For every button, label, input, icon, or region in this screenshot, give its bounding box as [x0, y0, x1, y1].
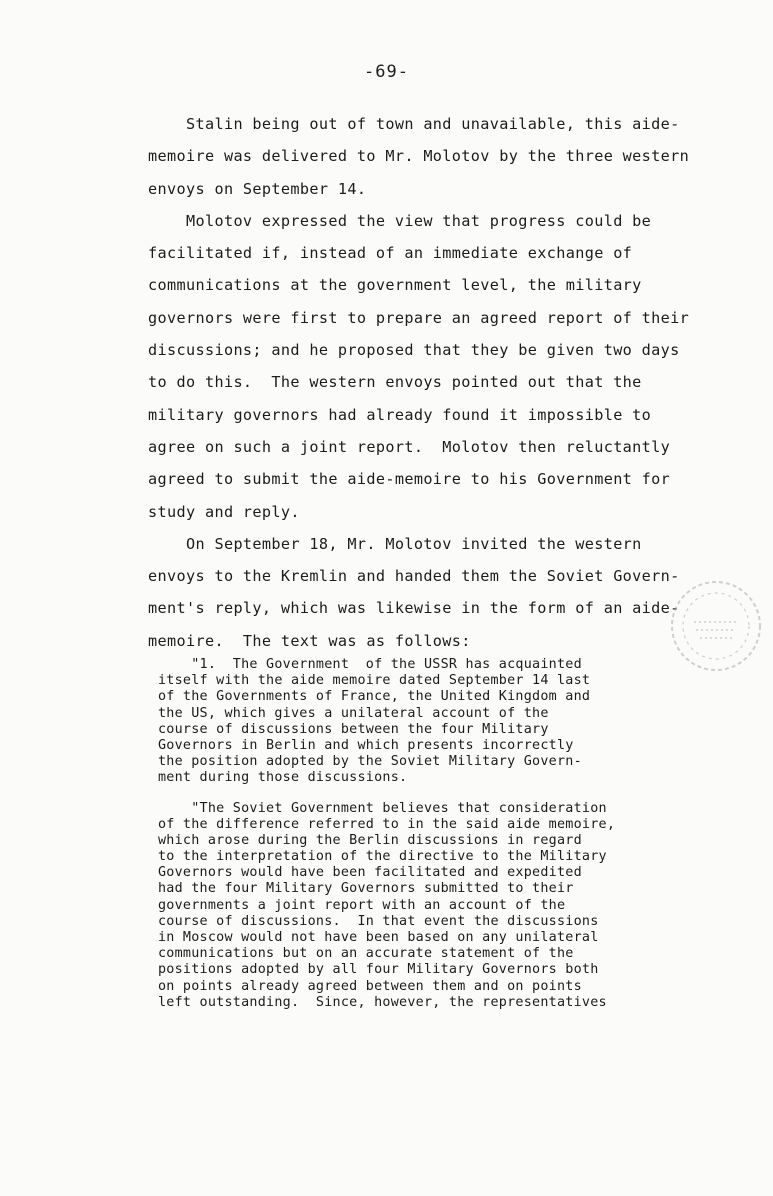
quote-line: "1. The Government of the USSR has acquainted: [158, 657, 582, 672]
text-line: agreed to submit the aide-memoire to his Government for: [148, 470, 671, 489]
text-line: Molotov expressed the view that progress could be: [148, 211, 652, 230]
page-number: -69-: [364, 62, 409, 82]
text-line: envoys on September 14.: [148, 179, 367, 198]
text-line: ment's reply, which was likewise in the form of an aide-: [148, 599, 680, 618]
text-line: military governors had already found it impossible to: [148, 405, 652, 424]
text-line: Stalin being out of town and unavailable, this aide-: [148, 115, 680, 133]
text-line: to do this. The western envoys pointed out that the: [148, 373, 642, 392]
text-line: discussions; and he proposed that they be given two days: [148, 341, 680, 360]
paragraph-1: [148, 108, 748, 205]
quote-paragraph-2: [158, 801, 748, 1011]
paragraph-2: [148, 205, 748, 528]
quote-line: had the four Military Governors submitted to their: [158, 881, 574, 897]
text-line: facilitated if, instead of an immediate exchange of: [148, 244, 633, 263]
quote-line: positions adopted by all four Military Governors both: [158, 962, 599, 978]
block-quote: [158, 657, 748, 1011]
paragraph-gap: [158, 787, 748, 801]
quote-line: to the interpretation of the directive to the Military: [158, 849, 607, 865]
text-line: communications at the government level, the military: [148, 276, 642, 295]
text-line: study and reply.: [148, 502, 300, 521]
text-line: On September 18, Mr. Molotov invited the western: [148, 534, 642, 553]
quote-line: the position adopted by the Soviet Military Govern-: [158, 754, 582, 770]
paragraph-3: [148, 528, 748, 657]
text-line: envoys to the Kremlin and handed them the Soviet Govern-: [148, 567, 680, 586]
quote-line: itself with the aide memoire dated September 14 last: [158, 673, 591, 689]
quote-line: Governors in Berlin and which presents incorrectly: [158, 737, 574, 753]
quote-line: of the difference referred to in the said aide memoire,: [158, 816, 616, 832]
text-line: governors were first to prepare an agreed report of their: [148, 308, 690, 327]
quote-line: governments a joint report with an account of the: [158, 897, 566, 913]
quote-paragraph-1: [158, 657, 748, 787]
quote-line: which arose during the Berlin discussions in regard: [158, 832, 582, 848]
quote-line: Governors would have been facilitated and expedited: [158, 865, 582, 881]
quote-line: "The Soviet Government believes that consideration: [158, 800, 607, 816]
quote-line: on points already agreed between them and on points: [158, 978, 582, 994]
text-line: memoire was delivered to Mr. Molotov by the three western: [148, 147, 690, 166]
text-line: memoire. The text was as follows:: [148, 631, 471, 650]
quote-line: left outstanding. Since, however, the representatives: [158, 994, 607, 1010]
quote-line: the US, which gives a unilateral account of the: [158, 705, 549, 721]
quote-line: course of discussions. In that event the discussions: [158, 913, 599, 929]
quote-line: in Moscow would not have been based on any unilateral: [158, 930, 599, 945]
quote-line: communications but on an accurate statement of the: [158, 946, 574, 962]
quote-line: of the Governments of France, the United Kingdom and: [158, 689, 591, 705]
quote-line: course of discussions between the four Military: [158, 721, 549, 737]
body-text: [148, 108, 748, 657]
quote-line: ment during those discussions.: [158, 770, 408, 786]
text-line: agree on such a joint report. Molotov then reluctantly: [148, 437, 671, 456]
